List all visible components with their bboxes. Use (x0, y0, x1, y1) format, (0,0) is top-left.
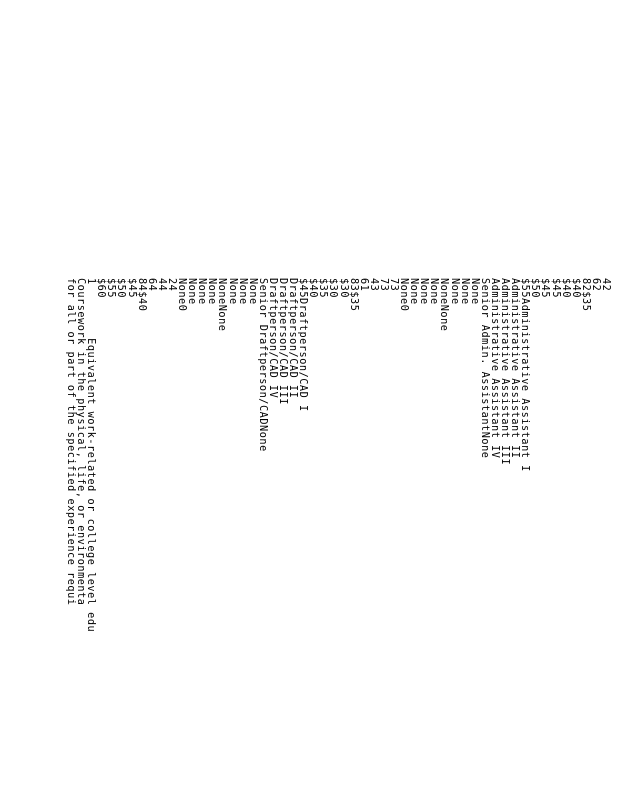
text-line: for all or part of the specified experience requi (65, 278, 77, 606)
text-line: None (186, 278, 198, 305)
text-line: None (196, 278, 208, 305)
text-line: 64 (145, 278, 157, 292)
text-line: NoneNone (438, 278, 450, 332)
text-line: None (418, 278, 430, 305)
text-line: Draftperson/CAD III (277, 278, 288, 405)
text-line: None0 (176, 278, 188, 312)
text-line: 43 (367, 278, 379, 292)
text-line: Administrative Assistant IV (488, 278, 500, 459)
text-line: $40 (559, 278, 571, 299)
text-line: $30 (337, 278, 349, 299)
text-line: $40 (307, 278, 319, 299)
text-line: None (236, 278, 248, 305)
text-line: 24 (165, 278, 177, 292)
text-line: 83$35 (347, 278, 359, 312)
text-lines (65, 278, 610, 632)
text-line: Administrative Assistant II (509, 278, 521, 459)
text-line: $50 (115, 278, 127, 299)
text-line: 1 Equivalent work-related or college level edu (85, 278, 97, 633)
text-line: None (226, 278, 238, 305)
text-line: 44 (155, 278, 167, 292)
text-line: $30 (327, 278, 339, 299)
text-line: $35 (317, 278, 329, 299)
text-line: $55 (105, 278, 117, 299)
text-line: Coursework in the physical, life, or environmenta (75, 278, 87, 606)
text-line: Senior Admin. AssistantNone (478, 278, 490, 459)
text-line: $60 (95, 278, 107, 299)
text-line: NoneNone (216, 278, 228, 332)
text-line: $45 (539, 278, 551, 299)
text-line: 61 (357, 278, 369, 292)
text-line: None (428, 278, 440, 305)
text-line: 42 (600, 278, 611, 292)
text-line: Draftperson/CAD II (287, 278, 299, 399)
text-line: $55Administrative Assistant I (519, 278, 531, 472)
text-line: $45 (549, 278, 561, 299)
text-line: None (206, 278, 218, 305)
text-line: None (408, 278, 420, 305)
text-line: Senior Draftperson/CADNone (256, 278, 268, 452)
text-line: 73 (377, 278, 389, 292)
text-line: None (448, 278, 460, 305)
text-line: None (246, 278, 258, 305)
text-line: Administrative Assistant III (499, 278, 511, 466)
text-line: Draftperson/CAD IV (266, 278, 278, 399)
text-line: $50 (529, 278, 541, 299)
text-line: None (468, 278, 480, 305)
text-line: 84$40 (135, 278, 147, 312)
text-line: $45Draftperson/CAD I (297, 278, 309, 412)
text-line: 82$35 (579, 278, 591, 312)
text-line: 73 (388, 278, 400, 292)
text-line: 62 (589, 278, 601, 292)
text-line: $40 (569, 278, 581, 299)
text-line: $45 (125, 278, 137, 299)
text-line: None (458, 278, 470, 305)
text-line: None0 (398, 278, 410, 312)
